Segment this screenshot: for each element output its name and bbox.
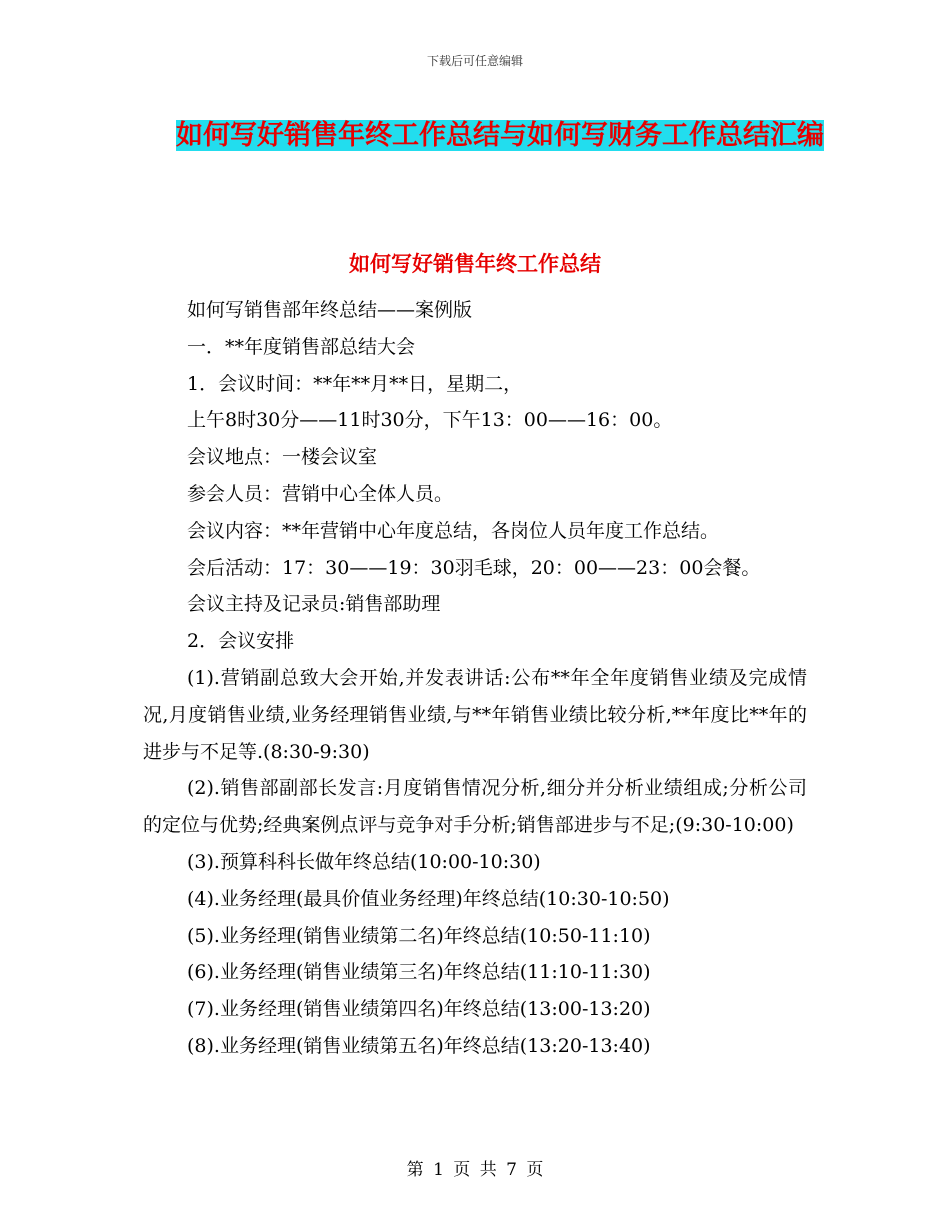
- body-line: 如何写销售部年终总结——案例版: [187, 299, 473, 321]
- agenda-item: (3).预算科科长做年终总结(10:00-10:30): [187, 850, 541, 873]
- page-header: 下载后可任意编辑: [426, 54, 523, 68]
- document-title: [160, 110, 840, 161]
- body-paragraph: (1).营销副总致大会开始,并发表讲话:公布**年全年度销售业绩及完成情况,月度销售业绩,业务经理销售业绩,与**年销售业绩比较分析,**年度比**年的进步与不足等.(8:30-9:30): [143, 666, 807, 763]
- body-line: 一．**年度销售部总结大会: [187, 335, 416, 358]
- body-line: 会议主持及记录员:销售部助理: [187, 593, 441, 616]
- body-line: 会议地点：一楼会议室: [187, 446, 378, 469]
- agenda-item: (5).业务经理(销售业绩第二名)年终总结(10:50-11:10): [187, 924, 651, 947]
- document-title-text: 如何写好销售年终工作总结与如何写财务工作总结汇编: [176, 120, 824, 151]
- page-footer: 第 1 页 共 7 页: [406, 1160, 544, 1180]
- body-line: 1．会议时间：**年**月**日，星期二，: [187, 372, 523, 395]
- body-line: 会议内容：**年营销中心年度总结，各岗位人员年度工作总结。: [187, 519, 720, 542]
- body-line: 上午8时30分——11时30分，下午13：00——16：00。: [187, 409, 673, 432]
- body-paragraph: (2).销售部副部长发言:月度销售情况分析,细分并分析业绩组成;分析公司的定位与优势;经典案例点评与竞争对手分析;销售部进步与不足;(9:30-10:00): [143, 777, 807, 837]
- agenda-item: (6).业务经理(销售业绩第三名)年终总结(11:10-11:30): [187, 961, 651, 984]
- section-title: 如何写好销售年终工作总结: [349, 252, 601, 276]
- agenda-item: (8).业务经理(销售业绩第五名)年终总结(13:20-13:40): [187, 1034, 651, 1057]
- body-line: 参会人员：营销中心全体人员。: [187, 482, 454, 505]
- agenda-item: (7).业务经理(销售业绩第四名)年终总结(13:00-13:20): [187, 998, 651, 1021]
- document-body: [143, 292, 807, 1065]
- agenda-item: (4).业务经理(最具价值业务经理)年终总结(10:30-10:50): [187, 887, 670, 910]
- body-line: 会后活动：17：30——19：30羽毛球，20：00——23：00会餐。: [187, 556, 761, 579]
- body-line: 2．会议安排: [187, 630, 295, 653]
